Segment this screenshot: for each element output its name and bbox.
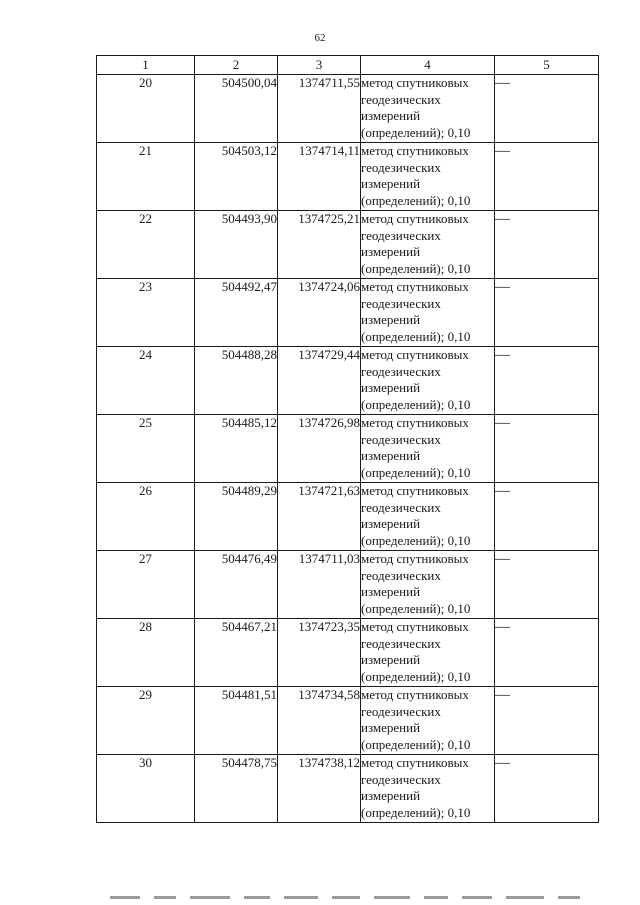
table-row <box>97 755 599 823</box>
method-line: (определений); 0,10 <box>361 804 471 820</box>
point-number-cell: 29 <box>97 687 195 755</box>
point-number-cell: 20 <box>97 75 195 143</box>
note-cell: — <box>495 551 599 619</box>
y-coordinate-cell: 1374729,44 <box>278 347 361 415</box>
method-line: метод спутниковых <box>361 347 469 362</box>
method-cell <box>361 279 495 347</box>
method-cell <box>361 755 495 823</box>
method-line: (определений); 0,10 <box>361 464 471 480</box>
column-header-2: 2 <box>195 56 278 75</box>
point-number-cell: 21 <box>97 143 195 211</box>
y-coordinate-cell: 1374711,55 <box>278 75 361 143</box>
method-line: метод спутниковых <box>361 619 469 634</box>
method-line: измерений <box>361 380 421 395</box>
method-line: измерений <box>361 720 421 735</box>
method-cell <box>361 75 495 143</box>
method-line: измерений <box>361 652 421 667</box>
method-line: (определений); 0,10 <box>361 124 471 140</box>
method-line: метод спутниковых <box>361 551 469 566</box>
y-coordinate-cell: 1374734,58 <box>278 687 361 755</box>
note-cell: — <box>495 687 599 755</box>
method-line: (определений); 0,10 <box>361 260 471 276</box>
method-cell <box>361 347 495 415</box>
note-cell: — <box>495 279 599 347</box>
method-line: метод спутниковых <box>361 75 469 90</box>
cropped-footer-text <box>110 896 600 902</box>
coordinates-table <box>96 55 599 823</box>
table-body <box>97 75 599 823</box>
method-line: метод спутниковых <box>361 755 469 770</box>
x-coordinate-cell: 504481,51 <box>195 687 278 755</box>
method-line: геодезических <box>361 363 441 379</box>
method-line: измерений <box>361 584 421 599</box>
method-cell <box>361 211 495 279</box>
method-cell <box>361 483 495 551</box>
method-line: (определений); 0,10 <box>361 668 471 684</box>
x-coordinate-cell: 504489,29 <box>195 483 278 551</box>
method-line: (определений); 0,10 <box>361 396 471 412</box>
x-coordinate-cell: 504488,28 <box>195 347 278 415</box>
method-line: измерений <box>361 516 421 531</box>
table-row <box>97 415 599 483</box>
y-coordinate-cell: 1374724,06 <box>278 279 361 347</box>
table-row <box>97 551 599 619</box>
column-header-1: 1 <box>97 56 195 75</box>
note-cell: — <box>495 347 599 415</box>
method-line: измерений <box>361 312 421 327</box>
table-header <box>97 56 599 75</box>
method-line: геодезических <box>361 635 441 651</box>
x-coordinate-cell: 504493,90 <box>195 211 278 279</box>
x-coordinate-cell: 504478,75 <box>195 755 278 823</box>
table-row <box>97 347 599 415</box>
y-coordinate-cell: 1374738,12 <box>278 755 361 823</box>
method-line: геодезических <box>361 703 441 719</box>
table-row <box>97 211 599 279</box>
x-coordinate-cell: 504500,04 <box>195 75 278 143</box>
method-line: измерений <box>361 108 421 123</box>
method-line: метод спутниковых <box>361 143 469 158</box>
table-row <box>97 619 599 687</box>
table-row <box>97 75 599 143</box>
method-line: геодезических <box>361 227 441 243</box>
note-cell: — <box>495 483 599 551</box>
x-coordinate-cell: 504485,12 <box>195 415 278 483</box>
point-number-cell: 26 <box>97 483 195 551</box>
point-number-cell: 27 <box>97 551 195 619</box>
method-line: (определений); 0,10 <box>361 600 471 616</box>
note-cell: — <box>495 75 599 143</box>
method-line: метод спутниковых <box>361 211 469 226</box>
table-row <box>97 279 599 347</box>
point-number-cell: 24 <box>97 347 195 415</box>
x-coordinate-cell: 504503,12 <box>195 143 278 211</box>
method-line: (определений); 0,10 <box>361 192 471 208</box>
note-cell: — <box>495 211 599 279</box>
method-cell <box>361 143 495 211</box>
method-line: метод спутниковых <box>361 415 469 430</box>
page-number: 62 <box>314 32 326 44</box>
method-line: (определений); 0,10 <box>361 736 471 752</box>
method-line: метод спутниковых <box>361 279 469 294</box>
method-line: измерений <box>361 448 421 463</box>
method-line: (определений); 0,10 <box>361 328 471 344</box>
note-cell: — <box>495 619 599 687</box>
table-row <box>97 687 599 755</box>
y-coordinate-cell: 1374725,21 <box>278 211 361 279</box>
y-coordinate-cell: 1374721,63 <box>278 483 361 551</box>
method-line: геодезических <box>361 295 441 311</box>
method-line: геодезических <box>361 567 441 583</box>
method-line: метод спутниковых <box>361 483 469 498</box>
method-cell <box>361 687 495 755</box>
y-coordinate-cell: 1374714,11 <box>278 143 361 211</box>
table-row <box>97 143 599 211</box>
column-header-3: 3 <box>278 56 361 75</box>
y-coordinate-cell: 1374726,98 <box>278 415 361 483</box>
method-line: метод спутниковых <box>361 687 469 702</box>
point-number-cell: 28 <box>97 619 195 687</box>
table-row <box>97 483 599 551</box>
note-cell: — <box>495 143 599 211</box>
point-number-cell: 22 <box>97 211 195 279</box>
point-number-cell: 30 <box>97 755 195 823</box>
method-line: геодезических <box>361 431 441 447</box>
x-coordinate-cell: 504492,47 <box>195 279 278 347</box>
note-cell: — <box>495 755 599 823</box>
method-line: измерений <box>361 244 421 259</box>
x-coordinate-cell: 504476,49 <box>195 551 278 619</box>
point-number-cell: 23 <box>97 279 195 347</box>
method-line: геодезических <box>361 499 441 515</box>
column-header-4: 4 <box>361 56 495 75</box>
method-line: геодезических <box>361 771 441 787</box>
note-cell: — <box>495 415 599 483</box>
header-row <box>97 56 599 75</box>
x-coordinate-cell: 504467,21 <box>195 619 278 687</box>
method-cell <box>361 619 495 687</box>
method-cell <box>361 415 495 483</box>
column-header-5: 5 <box>495 56 599 75</box>
method-line: геодезических <box>361 159 441 175</box>
method-line: измерений <box>361 788 421 803</box>
point-number-cell: 25 <box>97 415 195 483</box>
y-coordinate-cell: 1374723,35 <box>278 619 361 687</box>
method-line: геодезических <box>361 91 441 107</box>
method-line: измерений <box>361 176 421 191</box>
y-coordinate-cell: 1374711,03 <box>278 551 361 619</box>
method-line: (определений); 0,10 <box>361 532 471 548</box>
method-cell <box>361 551 495 619</box>
